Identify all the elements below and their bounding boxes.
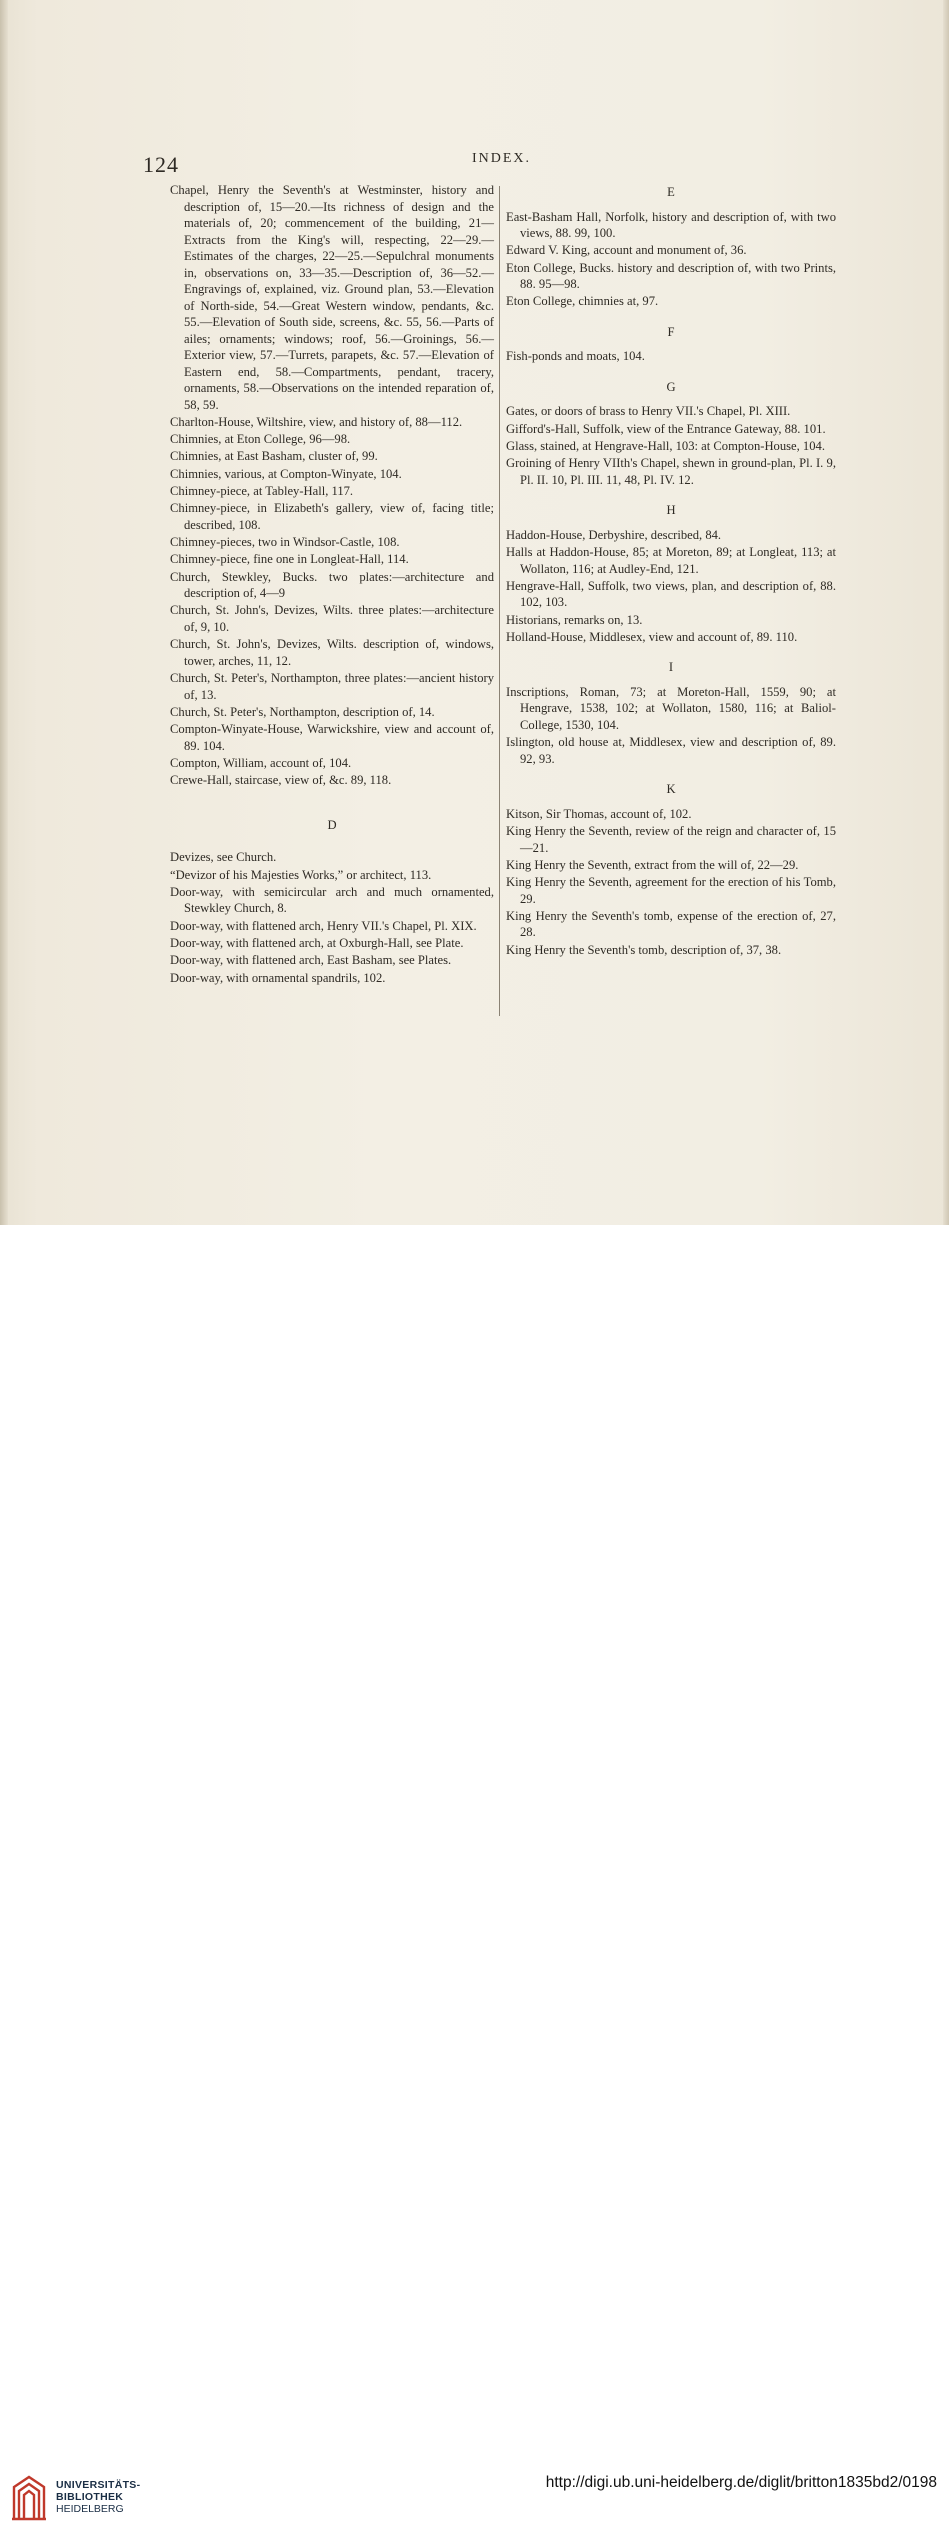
index-entry: Compton, William, account of, 104. xyxy=(170,755,352,770)
index-entry: Hengrave-Hall, Suffolk, two views, plan, and description of, 88. 102, 103. xyxy=(506,578,836,610)
page-edge-right xyxy=(943,0,949,1225)
left-column xyxy=(170,182,494,987)
page-edge-left xyxy=(0,0,8,1225)
index-entry: Chimnies, at Eton College, 96—98. xyxy=(170,432,351,447)
index-entry: Chimney-piece, at Tabley-Hall, 117. xyxy=(170,483,354,498)
index-entry: Groining of Henry VIIth's Chapel, shewn in ground-plan, Pl. I. 9, Pl. II. 10, Pl. III. 11, 48, Pl. IV. 12. xyxy=(506,456,836,487)
scanned-page xyxy=(0,0,949,1225)
index-entry: King Henry the Seventh, agreement for the erection of his Tomb, 29. xyxy=(506,875,836,906)
index-entry: Chimnies, various, at Compton-Winyate, 104. xyxy=(170,466,402,481)
index-entry: Church, St. Peter's, Northampton, three plates:—ancient history of, 13. xyxy=(170,671,494,702)
index-entry: Eton College, Bucks. history and description of, with two Prints, 88. 95—98. xyxy=(506,260,836,292)
index-entry: Kitson, Sir Thomas, account of, 102. xyxy=(506,806,692,821)
index-entry: Church, Stewkley, Bucks. two plates:—architecture and description of, 4—9 xyxy=(170,569,494,601)
section-letter-k: K xyxy=(666,782,676,797)
page-number: 124 xyxy=(143,152,179,177)
index-entry: King Henry the Seventh, extract from the will of, 22—29. xyxy=(506,857,799,872)
index-entry: Devizes, see Church. xyxy=(170,850,277,865)
index-entry: Historians, remarks on, 13. xyxy=(506,612,643,627)
index-entry: Church, St. John's, Devizes, Wilts. three plates:—architecture of, 9, 10. xyxy=(170,603,494,634)
section-letter-f: F xyxy=(667,324,675,339)
permalink-url[interactable]: http://digi.ub.uni-heidelberg.de/diglit/britton1835bd2/0198 xyxy=(545,2474,937,2491)
index-entry: Door-way, with flattened arch, East Basham, see Plates. xyxy=(170,953,452,968)
index-entry: Gates, or doors of brass to Henry VII.'s Chapel, Pl. XIII. xyxy=(506,404,791,419)
section-letter-d: D xyxy=(327,817,337,832)
library-name-line-2: BIBLIOTHEK xyxy=(56,2491,124,2503)
index-entry: “Devizor of his Majesties Works,” or architect, 113. xyxy=(170,867,432,882)
index-entry: Church, St. John's, Devizes, Wilts. description of, windows, tower, arches, 11, 12. xyxy=(170,637,494,668)
index-entry: Church, St. Peter's, Northampton, description of, 14. xyxy=(170,704,435,719)
index-entry: Islington, old house at, Middlesex, view and description of, 89. 92, 93. xyxy=(506,735,836,766)
index-entry: King Henry the Seventh's tomb, description of, 37, 38. xyxy=(506,942,782,957)
index-entry: Edward V. King, account and monument of, 36. xyxy=(506,243,747,258)
index-entry: Holland-House, Middlesex, view and account of, 89. 110. xyxy=(506,629,798,644)
index-entry: Gifford's-Hall, Suffolk, view of the Entrance Gateway, 88. 101. xyxy=(506,421,826,436)
index-entry: Glass, stained, at Hengrave-Hall, 103: at Compton-House, 104. xyxy=(506,438,825,453)
section-letter-h: H xyxy=(666,503,676,518)
index-entry: Door-way, with semicircular arch and much ornamented, Stewkley Church, 8. xyxy=(170,884,494,916)
index-entry: Chimney-pieces, two in Windsor-Castle, 108. xyxy=(170,535,400,550)
index-entry: Door-way, with flattened arch, at Oxburgh-Hall, see Plate. xyxy=(170,935,464,950)
index-entry: East-Basham Hall, Norfolk, history and description of, with two views, 88. 99, 100. xyxy=(506,209,836,240)
section-letter-g: G xyxy=(666,379,676,394)
column-divider xyxy=(499,186,500,1016)
library-name-line-3: HEIDELBERG xyxy=(56,2503,124,2515)
index-entry: King Henry the Seventh, review of the reign and character of, 15—21. xyxy=(506,824,836,855)
index-entry: King Henry the Seventh's tomb, expense of the erection of, 27, 28. xyxy=(506,908,836,940)
index-entry: Chapel, Henry the Seventh's at Westminster, history and description of, 15—20.—Its richness of design and the materials of, 20; commencement of the building, 21—Extracts from the King's will, respecting, 22—29.—Estimates of the charges, 22—25.—Sepulchral monuments in, observations on, 33—35.—Description of, 36—52.—Engravings of, explained, viz. Ground plan, 53.—Elevation of North-side, 54.—Great Western window, pendants, &c. 55.—Elevation of South side, screens, &c. 55, 56.—Parts of ailes; ornaments; windows; roof, 56.—Groinings, 56.—Exterior view, 57.—Turrets, parapets, &c. 57.—Elevation of Eastern end, 58.—Compartments, pendant, tracery, ornaments, 58.—Observations on the intended reparation of, 58, 59. xyxy=(170,183,494,412)
library-name xyxy=(56,2479,140,2515)
running-head: INDEX. xyxy=(472,151,532,166)
footer-bar xyxy=(0,1225,949,2515)
section-letter-e: E xyxy=(667,185,675,199)
index-entry: Charlton-House, Wiltshire, view, and history of, 88—112. xyxy=(170,414,463,429)
index-entry: Halls at Haddon-House, 85; at Moreton, 89; at Longleat, 113; at Wollaton, 116; at Audley-End, 121. xyxy=(506,545,836,576)
index-entry: Chimnies, at East Basham, cluster of, 99. xyxy=(170,449,378,464)
library-name-line-1: UNIVERSITÄTS- xyxy=(56,2479,141,2491)
index-entry: Door-way, with flattened arch, Henry VII.'s Chapel, Pl. XIX. xyxy=(170,918,477,933)
index-entry: Chimney-piece, in Elizabeth's gallery, view of, facing title; described, 108. xyxy=(170,501,494,532)
index-entry: Door-way, with ornamental spandrils, 102. xyxy=(170,970,386,985)
index-entry: Fish-ponds and moats, 104. xyxy=(506,349,645,364)
section-letter-i: I xyxy=(668,660,674,675)
university-library-logo-icon xyxy=(10,2473,48,2523)
index-entry: Eton College, chimnies at, 97. xyxy=(506,294,659,309)
index-entry: Haddon-House, Derbyshire, described, 84. xyxy=(506,527,722,542)
right-column xyxy=(506,184,836,959)
index-entry: Compton-Winyate-House, Warwickshire, view and account of, 89. 104. xyxy=(170,722,494,753)
index-entry: Inscriptions, Roman, 73; at Moreton-Hall, 1559, 90; at Hengrave, 1538, 102; at Wollaton, 1580, 116; at Baliol-College, 1530, 104. xyxy=(506,684,836,732)
index-entry: Chimney-piece, fine one in Longleat-Hall, 114. xyxy=(170,552,409,567)
index-entry: Crewe-Hall, staircase, view of, &c. 89, 118. xyxy=(170,773,392,788)
